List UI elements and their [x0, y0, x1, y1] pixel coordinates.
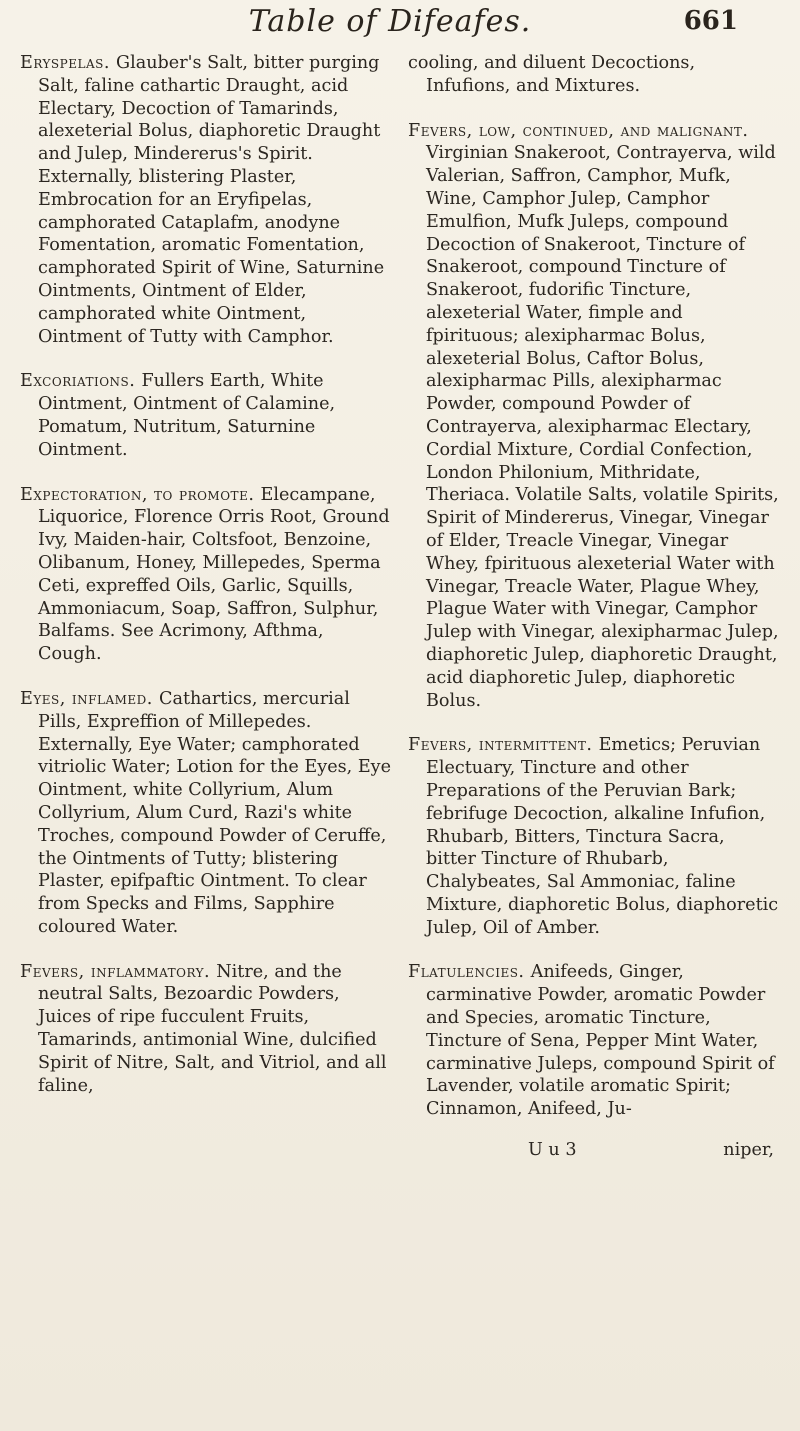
entry-fevers-low: [408, 120, 780, 713]
entry-text: Nitre, and the neutral Salts, Bezoardic Powders, Juices of ripe fucculent Fruits, Tamarinds, antimonial Wine, dulcified Spirit of Nitre, Salt, and Vitriol, and all faline,: [38, 961, 387, 1096]
entry-fevers-intermittent: [408, 734, 780, 939]
entry-eyes-inflamed: [20, 688, 392, 939]
entry-text: Virginian Snakeroot, Contrayerva, wild Valerian, Saffron, Camphor, Mufk, Wine, Camphor Julep, Camphor Emulfion, Mufk Juleps, compound Decoction of Snakeroot, Tincture of Snakeroot, compound Tincture of Snakeroot, fudorific Tincture, alexeterial Water, fimple and fpirituous; alexipharmac Bolus, alexeterial Bolus, Caftor Bolus, alexipharmac Pills, alexipharmac Powder, compound Powder of Contrayerva, alexipharmac Electary, Cordial Mixture, Cordial Confection, London Philonium, Mithridate, Theriaca. Volatile Salts, volatile Spirits, Spirit of Mindererus, Vinegar, Vinegar of Elder, Treacle Vinegar, Vinegar Whey, fpirituous alexeterial Water with Vinegar, Treacle Water, Plague Whey, Plague Water with Vinegar, Camphor Julep with Vinegar, alexipharmac Julep, diaphoretic Julep, diaphoretic Draught, acid diaphoretic Julep, diaphoretic Bolus.: [426, 143, 779, 711]
entry-text: Glauber's Salt, bitter purging Salt, faline cathartic Draught, acid Electary, Decoction of Tamarinds, alexeterial Bolus, diaphoretic Draught and Julep, Mindererus's Spirit. Externally, blistering Plaster, Embrocation for an Eryfipelas, camphorated Cataplafm, anodyne Fomentation, aromatic Fomentation, camphorated Spirit of Wine, Saturnine Ointments, Ointment of Elder, camphorated white Ointment, Ointment of Tutty with Camphor.: [38, 53, 385, 347]
entry-heading: Expectoration, to promote.: [20, 484, 261, 505]
entry-heading: Fevers, low, continued, and malignant.: [408, 120, 749, 141]
entry-text: Emetics; Peruvian Electuary, Tincture and other Preparations of the Peruvian Bark; febrifuge Decoction, alkaline Infufion, Rhubarb, Bitters, Tinctura Sacra, bitter Tincture of Rhubarb, Chalybeates, Sal Ammoniac, faline Mixture, diaphoretic Bolus, diaphoretic Julep, Oil of Amber.: [426, 735, 779, 938]
signature-mark: U u 3: [528, 1140, 577, 1161]
entry-erysipelas: [20, 52, 392, 348]
entry-heading: Eryspelas.: [20, 53, 117, 73]
entry-heading: Flatulencies.: [408, 962, 531, 983]
entry-text: Fullers Earth, White Ointment, Ointment of Calamine, Pomatum, Nutritum, Saturnine Ointment.: [38, 371, 336, 460]
entry-flatulencies: [408, 961, 780, 1121]
entry-expectoration: [20, 484, 392, 666]
entry-text: Anifeeds, Ginger, carminative Powder, aromatic Powder and Species, aromatic Tincture, Tincture of Sena, Pepper Mint Water, carminative Juleps, compound Spirit of Lavender, volatile aromatic Spirit; Cinnamon, Anifeed, Ju-: [426, 962, 775, 1120]
entry-continuation: [408, 52, 780, 98]
entry-fevers-inflammatory: [20, 961, 392, 1098]
page-number: 661: [683, 6, 738, 36]
right-column: [408, 52, 780, 1163]
entry-heading: Fevers, inflammatory.: [20, 961, 217, 982]
page-footer: [408, 1139, 780, 1163]
entry-heading: Eyes, inflamed.: [20, 688, 159, 709]
entry-text: cooling, and diluent Decoctions, Infufions, and Mixtures.: [408, 53, 696, 96]
page-header: [0, 4, 800, 52]
catchword: niper,: [723, 1140, 774, 1161]
left-column: [20, 52, 392, 1115]
running-title: Table of Difeafes.: [248, 4, 532, 39]
entry-excoriations: [20, 370, 392, 461]
entry-text: Elecampane, Liquorice, Florence Orris Root, Ground Ivy, Maiden-hair, Coltsfoot, Benzoine, Olibanum, Honey, Millepedes, Sperma Ceti, expreffed Oils, Garlic, Squills, Ammoniacum, Soap, Saffron, Sulphur, Balfams. See Acrimony, Afthma, Cough.: [38, 484, 390, 665]
entry-heading: Fevers, intermittent.: [408, 735, 599, 756]
entry-heading: Excoriations.: [20, 371, 142, 392]
entry-text: Cathartics, mercurial Pills, Expreffion of Millepedes. Externally, Eye Water; camphorated vitriolic Water; Lotion for the Eyes, Eye Ointment, white Collyrium, Alum Collyrium, Alum Curd, Razi's white Troches, compound Powder of Ceruffe, the Ointments of Tutty; blistering Plaster, epifpaftic Ointment. To clear from Specks and Films, Sapphire coloured Water.: [38, 688, 392, 937]
